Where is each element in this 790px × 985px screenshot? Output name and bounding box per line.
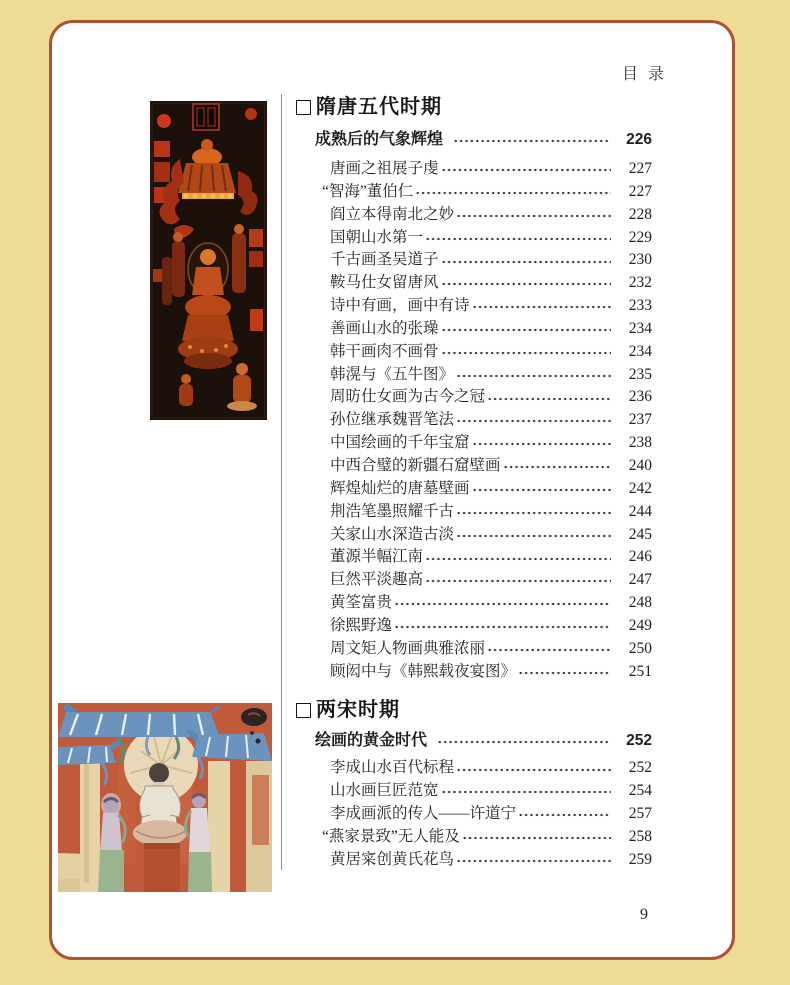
section-title — [296, 94, 652, 120]
dot-leader — [425, 230, 611, 246]
entry-page-number: 233 — [628, 297, 652, 315]
entry-title: 孙位继承魏晋笔法 — [330, 411, 455, 429]
entry-page-number: 258 — [628, 827, 652, 845]
column-divider — [281, 94, 282, 870]
dot-leader — [441, 322, 611, 338]
entry-page-number: 246 — [628, 548, 652, 566]
entry-title: 李成画派的传人——许道宁 — [330, 805, 517, 823]
toc-entry — [296, 478, 652, 501]
toc-entry — [296, 295, 652, 318]
dot-leader — [462, 830, 611, 846]
toc-entry — [296, 432, 652, 455]
dot-leader — [394, 596, 611, 612]
dot-leader — [456, 852, 611, 868]
entry-title: 中西合璧的新疆石窟壁画 — [330, 456, 501, 474]
toc-entry — [296, 227, 652, 250]
toc-entry — [296, 803, 652, 826]
entry-title: 黄居寀创黄氏花鸟 — [330, 850, 455, 868]
toc-header: 目 录 — [622, 66, 668, 83]
entry-page-number: 228 — [628, 205, 652, 223]
toc-entry — [296, 249, 652, 272]
toc-entry — [296, 158, 652, 181]
dot-leader — [518, 664, 611, 680]
toc-section — [296, 697, 652, 871]
dot-leader — [518, 807, 611, 823]
dot-leader — [441, 162, 611, 178]
toc-entry — [296, 409, 652, 432]
toc-entry — [296, 181, 652, 204]
dot-leader — [472, 436, 611, 452]
entry-title: 李成山水百代标程 — [330, 759, 455, 777]
toc-entry — [296, 615, 652, 638]
entry-page-number: 250 — [628, 639, 652, 657]
toc-entry — [296, 849, 652, 872]
section-title-text: 两宋时期 — [316, 699, 400, 722]
entry-page-number: 252 — [626, 732, 652, 750]
toc-entry — [296, 592, 652, 615]
toc-entry — [296, 272, 652, 295]
entry-title: 阎立本得南北之妙 — [330, 205, 455, 223]
entry-page-number: 232 — [628, 274, 652, 292]
entry-title: 黄筌富贵 — [330, 594, 393, 612]
entry-page-number: 234 — [628, 319, 652, 337]
entry-title: 顾闳中与《韩熙载夜宴图》 — [330, 662, 517, 680]
dot-leader — [487, 641, 611, 657]
artwork-mural-painting — [58, 703, 272, 892]
toc-entry — [296, 569, 652, 592]
entry-page-number: 252 — [628, 759, 652, 777]
entry-title: 董源半幅江南 — [330, 548, 424, 566]
section-entries — [296, 757, 652, 871]
toc — [296, 94, 652, 872]
page-number: 9 — [640, 906, 648, 923]
entry-title: 鞍马仕女留唐风 — [330, 274, 439, 292]
section-bullet-icon — [296, 100, 311, 115]
dot-leader — [441, 253, 611, 269]
entry-title: 千古画圣吴道子 — [330, 251, 439, 269]
entry-page-number: 235 — [628, 365, 652, 383]
toc-entry — [296, 524, 652, 547]
toc-entry — [296, 386, 652, 409]
toc-entry — [296, 364, 652, 387]
dot-leader — [437, 733, 611, 749]
entry-title: 唐画之祖展子虔 — [330, 160, 439, 177]
entry-title: “燕家景致”无人能及 — [322, 827, 460, 845]
entry-title: 诗中有画，画中有诗 — [330, 297, 470, 315]
entry-page-number: 237 — [628, 411, 652, 429]
dot-leader — [472, 481, 611, 497]
toc-entry — [296, 757, 652, 780]
toc-entry — [296, 826, 652, 849]
entry-page-number: 227 — [628, 182, 652, 200]
entry-title: 徐熙野逸 — [330, 616, 393, 634]
dot-leader — [425, 573, 611, 589]
entry-page-number: 236 — [628, 388, 652, 406]
toc-entry — [296, 341, 652, 364]
dot-leader — [394, 619, 611, 635]
entry-title: 辉煌灿烂的唐墓壁画 — [330, 479, 470, 497]
toc-entry — [296, 204, 652, 227]
entry-title: 韩滉与《五牛图》 — [330, 365, 455, 383]
silk-painting-graphic — [150, 101, 267, 420]
entry-page-number: 244 — [628, 502, 652, 520]
dot-leader — [415, 185, 611, 201]
entry-title: 善画山水的张璪 — [330, 319, 439, 337]
dot-leader — [441, 276, 611, 292]
entry-title: 绘画的黄金时代 — [315, 732, 428, 750]
entry-title: 韩干画肉不画骨 — [330, 342, 439, 360]
toc-entry — [296, 501, 652, 524]
dot-leader — [456, 504, 611, 520]
entry-page-number: 257 — [628, 805, 652, 823]
toc-entry — [296, 455, 652, 478]
entry-title: 关家山水深造古淡 — [330, 525, 455, 543]
toc-entry — [296, 661, 652, 684]
entry-title: 巨然平淡趣高 — [330, 571, 424, 589]
toc-entry — [296, 318, 652, 341]
dot-leader — [456, 413, 611, 429]
section-title-text: 隋唐五代时期 — [316, 96, 442, 118]
toc-entry — [296, 638, 652, 661]
entry-title: 成熟后的气象辉煌 — [315, 131, 444, 148]
entry-page-number: 248 — [628, 594, 652, 612]
entry-page-number: 238 — [628, 434, 652, 452]
entry-page-number: 259 — [628, 850, 652, 868]
entry-page-number: 227 — [628, 160, 652, 177]
dot-leader — [456, 527, 611, 543]
entry-page-number: 234 — [628, 342, 652, 360]
entry-title: 山水画巨匠范宽 — [330, 782, 439, 800]
dot-leader — [472, 299, 611, 315]
entry-page-number: 249 — [628, 616, 652, 634]
mural-painting-graphic — [58, 703, 272, 892]
toc-section — [296, 94, 652, 683]
artwork-silk-painting — [150, 101, 267, 420]
entry-title: 中国绘画的千年宝窟 — [330, 434, 470, 452]
entry-page-number: 242 — [628, 479, 652, 497]
entry-page-number: 247 — [628, 571, 652, 589]
entry-title: 周昉仕女画为古今之冠 — [330, 388, 486, 406]
toc-lead-entry — [296, 729, 652, 753]
section-bullet-icon — [296, 703, 311, 718]
section-title — [296, 697, 652, 723]
section-entries — [296, 158, 652, 683]
entry-title: 周文矩人物画典雅浓丽 — [330, 639, 486, 657]
dot-leader — [487, 390, 611, 406]
dot-leader — [503, 459, 611, 475]
entry-title: “智海”董伯仁 — [322, 182, 414, 200]
dot-leader — [453, 132, 611, 148]
toc-entry — [296, 780, 652, 803]
entry-page-number: 229 — [628, 228, 652, 246]
dot-leader — [456, 207, 611, 223]
dot-leader — [456, 367, 611, 383]
entry-title: 国朝山水第一 — [330, 228, 424, 246]
entry-page-number: 251 — [628, 662, 652, 680]
dot-leader — [456, 761, 611, 777]
entry-page-number: 245 — [628, 525, 652, 543]
toc-entry — [296, 546, 652, 569]
dot-leader — [441, 784, 611, 800]
entry-page-number: 254 — [628, 782, 652, 800]
entry-page-number: 226 — [626, 131, 652, 148]
toc-lead-entry — [296, 128, 652, 152]
entry-page-number: 240 — [628, 456, 652, 474]
entry-page-number: 230 — [628, 251, 652, 269]
dot-leader — [425, 550, 611, 566]
entry-title: 荆浩笔墨照耀千古 — [330, 502, 455, 520]
dot-leader — [441, 344, 611, 360]
